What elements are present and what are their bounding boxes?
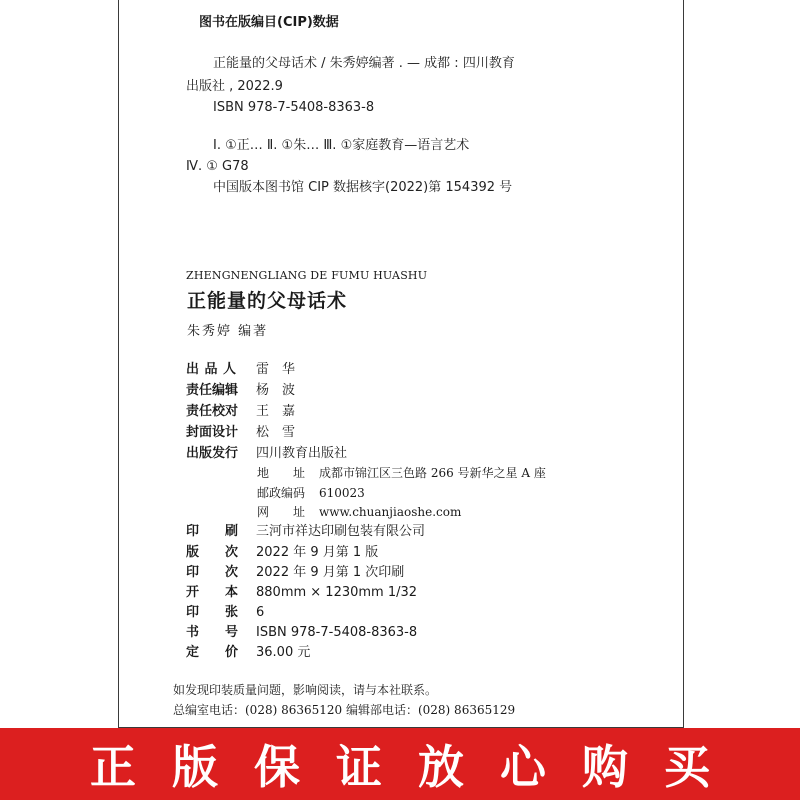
promo-banner <box>0 728 800 800</box>
cip-line: 中国版本图书馆 CIP 数据核字(2022)第 154392 号 <box>213 180 513 195</box>
credit-label-publisher-person: 出 品 人 <box>186 362 237 377</box>
credit-label-isbn: 书 号 <box>186 625 239 640</box>
credit-value-edition: 2022 年 9 月第 1 版 <box>256 545 379 560</box>
cip-heading: 图书在版编目(CIP)数据 <box>199 15 339 30</box>
credit-label-website: 网 址 <box>257 505 306 519</box>
credit-value-format: 880mm × 1230mm 1/32 <box>256 585 418 600</box>
credit-value-postcode: 610023 <box>319 486 365 500</box>
credit-label-printer: 印 刷 <box>186 524 239 539</box>
credit-label-editor: 责任编辑 <box>186 383 239 398</box>
credit-label-publisher: 出版发行 <box>186 446 239 461</box>
credit-value-price: 36.00 元 <box>256 645 311 660</box>
credit-value-editor: 杨 波 <box>256 383 296 398</box>
credit-label-price: 定 价 <box>186 645 239 660</box>
credit-label-sheets: 印 张 <box>186 605 239 620</box>
cip-line: Ⅳ. ① G78 <box>186 159 249 174</box>
credit-value-address: 成都市锦江区三色路 266 号新华之星 A 座 <box>319 466 546 480</box>
cip-line: 正能量的父母话术 / 朱秀婷编著 . — 成都 : 四川教育 <box>213 56 515 71</box>
credit-value-publisher: 四川教育出版社 <box>256 446 348 461</box>
credit-label-cover-design: 封面设计 <box>186 425 239 440</box>
credit-value-cover-design: 松 雪 <box>256 425 296 440</box>
book-author: 朱秀婷 编著 <box>187 324 269 339</box>
book-title: 正能量的父母话术 <box>187 290 348 312</box>
credit-value-proofreader: 王 嘉 <box>256 404 296 419</box>
book-pinyin-title: ZHENGNENGLIANG DE FUMU HUASHU <box>186 269 428 282</box>
credit-value-website: www.chuanjiaoshe.com <box>319 505 462 519</box>
promo-banner-text: 正版保证放心购买 <box>90 740 746 794</box>
cip-line: ISBN 978-7-5408-8363-8 <box>213 100 375 115</box>
credit-value-printer: 三河市祥达印刷包装有限公司 <box>256 524 426 539</box>
credit-label-format: 开 本 <box>186 585 239 600</box>
credit-value-impression: 2022 年 9 月第 1 次印刷 <box>256 565 405 580</box>
cip-line: Ⅰ. ①正… Ⅱ. ①朱… Ⅲ. ①家庭教育—语言艺术 <box>213 138 470 153</box>
quality-notice: 如发现印装质量问题，影响阅读，请与本社联系。 <box>173 683 438 697</box>
cip-line: 出版社 , 2022.9 <box>186 79 283 94</box>
credit-label-postcode: 邮政编码 <box>257 486 306 500</box>
credit-value-publisher-person: 雷 华 <box>256 362 296 377</box>
credit-value-sheets: 6 <box>256 605 265 620</box>
credit-label-impression: 印 次 <box>186 565 239 580</box>
contact-phones: 总编室电话：(028) 86365120 编辑部电话：(028) 86365129 <box>173 703 516 717</box>
credit-label-edition: 版 次 <box>186 545 239 560</box>
credit-label-address: 地 址 <box>257 466 306 480</box>
credit-value-isbn: ISBN 978-7-5408-8363-8 <box>256 625 418 640</box>
credit-label-proofreader: 责任校对 <box>186 404 239 419</box>
